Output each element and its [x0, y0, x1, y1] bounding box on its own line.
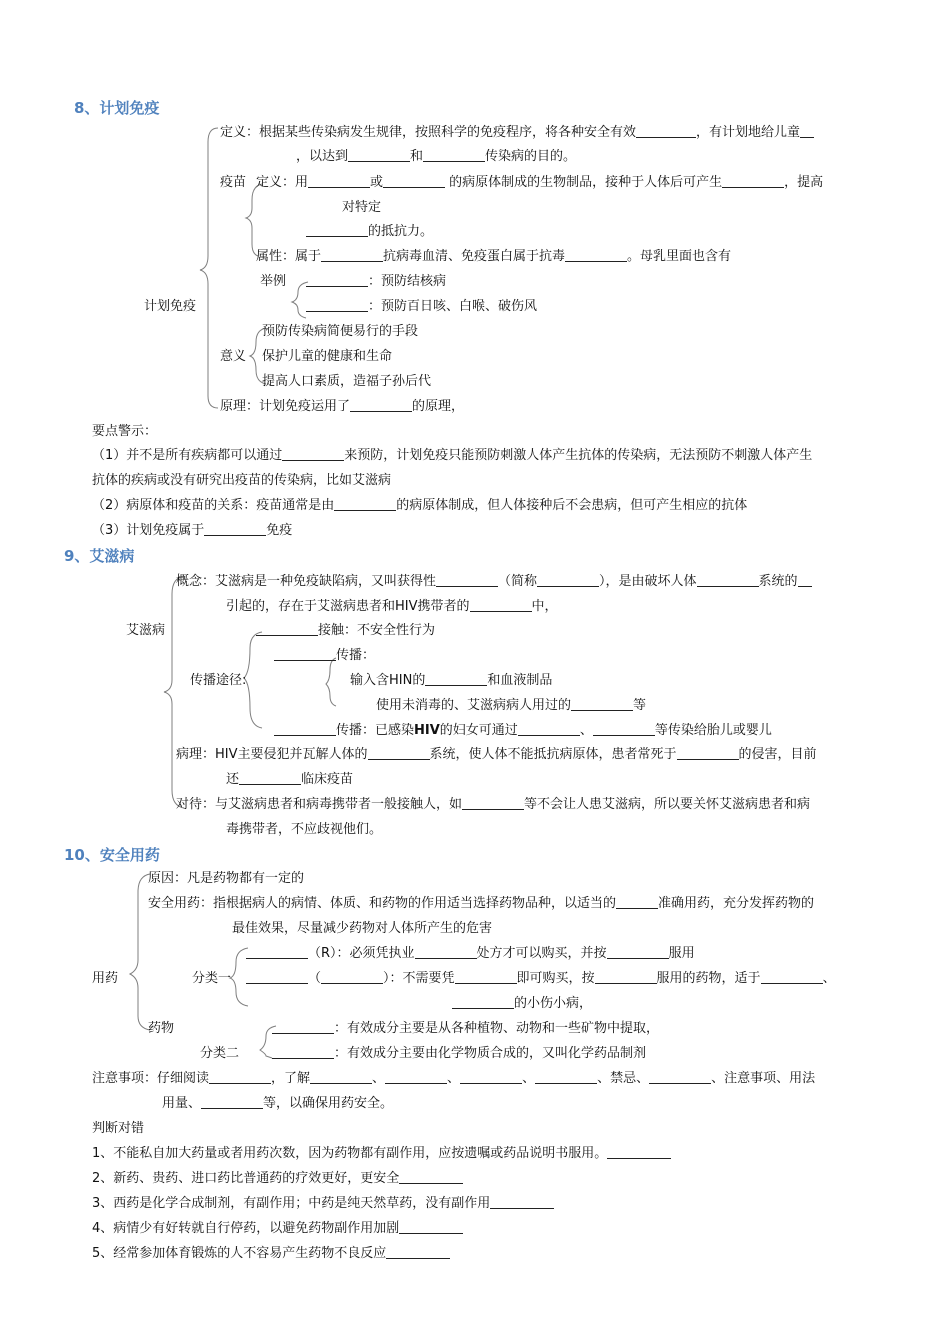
- sec9-route-label: 传播途径:: [190, 673, 247, 688]
- sec9-route-2: 传播：: [274, 647, 375, 665]
- sec9-route-2a: 输入含HIN的 和血液制品: [350, 673, 553, 688]
- sec8-meaning-label: 意义: [220, 349, 247, 364]
- sec10-drug-label: 药物: [148, 1021, 175, 1036]
- sec10-judge-title: 判断对错: [92, 1121, 145, 1136]
- sec9-route-3: 传播：已感染HIV的妇女可通过 、 等传染给胎儿或婴儿: [274, 722, 772, 740]
- section-9-title: 9、艾滋病: [64, 547, 135, 565]
- sec8-definition-line1: 定义：根据某些传染病发生规律，按照科学的免疫程序，将各种安全有效 ，有计划地给儿童: [220, 124, 814, 142]
- sec10-class1-label: 分类一: [192, 971, 232, 986]
- sec9-route-2b: 使用未消毒的、艾滋病病人用过的 等: [376, 698, 647, 713]
- sec8-example-2: ：预防百日咳、白喉、破伤风: [306, 298, 537, 316]
- sec9-route-1: 接触：不安全性行为: [256, 622, 435, 640]
- sec8-meaning-1: 预防传染病简便易行的手段: [262, 324, 419, 339]
- sec9-concept-line1: 概念：艾滋病是一种免疫缺陷病，又叫获得性 （简称 ），是由破坏人体 系统的: [176, 573, 812, 591]
- sec10-safe-line1: 安全用药：指根据病人的病情、体质、和药物的作用适当选择药物品种，以适当的 准确用药，充分发挥药物的: [148, 896, 815, 911]
- sec8-definition-line2: ，以达到 和 传染病的目的。: [296, 149, 577, 164]
- sec8-attribute: 属性：属于 抗病毒血清、免疫蛋白属于抗毒 。母乳里面也含有: [256, 249, 732, 264]
- sec10-attention-line1: 注意事项：仔细阅读 ，了解 、 、 、 、禁忌、 、注意事项、用法: [92, 1071, 816, 1086]
- sec8-notes-title: 要点警示：: [92, 424, 158, 439]
- sec8-vaccine-definition: 定义：用 或 的病原体制成的生物制品，接种于人体后可产生 ，提高: [256, 175, 824, 190]
- sec9-main-label: 艾滋病: [126, 623, 166, 638]
- sec9-pathology-line1: 病理：HIV主要侵犯并瓦解人体的 系统，使人体不能抵抗病原体，患者常死于 的侵害，目前: [176, 747, 817, 762]
- sec10-judge-1: 1、不能私自加大药量或者用药次数，因为药物都有副作用，应按遗嘱或药品说明书服用。: [92, 1145, 671, 1163]
- sec10-attention-line2: 用量、 等，以确保用药安全。: [162, 1096, 394, 1111]
- sec9-pathology-line2: 还 临床疫苗: [226, 772, 354, 787]
- sec8-example-label: 举例: [260, 274, 287, 289]
- section-10-title: 10、安全用药: [64, 846, 160, 864]
- sec10-safe-line2: 最佳效果，尽量减少药物对人体所产生的危害: [232, 921, 493, 936]
- sec8-note-3: （3）计划免疫属于 免疫: [92, 523, 293, 538]
- sec8-vaccine-definition-end: 的抵抗力。: [306, 223, 433, 241]
- sec10-judge-3: 3、西药是化学合成制剂，有副作用；中药是纯天然草药，没有副作用: [92, 1195, 554, 1213]
- sec9-treatment-line1: 对待：与艾滋病患者和病毒携带者一般接触人，如 等不会让人患艾滋病，所以要关怀艾滋病患者和病: [176, 797, 811, 812]
- sec10-class2-a: ：有效成分主要是从各种植物、动物和一些矿物中提取，: [272, 1020, 659, 1038]
- sec10-judge-4: 4、病情少有好转就自行停药，以避免药物副作用加剧: [92, 1220, 463, 1238]
- sec9-treatment-line2: 毒携带者，不应歧视他们。: [226, 822, 383, 837]
- sec8-note-1-cont: 抗体的疾病或没有研究出疫苗的传染病，比如艾滋病: [92, 473, 392, 488]
- sec8-meaning-2: 保护儿童的健康和生命: [262, 349, 393, 364]
- sec10-cause: 原因：凡是药物都有一定的: [148, 871, 305, 886]
- sec10-class2-b: ：有效成分主要由化学物质合成的，又叫化学药品制剂: [272, 1045, 646, 1063]
- sec8-vaccine-label: 疫苗: [220, 175, 247, 190]
- sec10-class1-b-cont: 的小伤小病，: [452, 995, 592, 1013]
- section-8-title: 8、计划免疫: [74, 99, 160, 117]
- sec8-vaccine-definition-cont: 对特定: [342, 200, 382, 215]
- sec8-meaning-3: 提高人口素质，造福子孙后代: [262, 374, 432, 389]
- sec10-main-label: 用药: [92, 971, 119, 986]
- sec10-class1-a: （R）：必须凭执业 处方才可以购买，并按 服用: [246, 945, 695, 963]
- sec8-note-2: （2）病原体和疫苗的关系：疫苗通常是由 的病原体制成，但人体接种后不会患病，但可产生相应的抗体: [92, 498, 748, 513]
- sec10-judge-5: 5、经常参加体育锻炼的人不容易产生药物不良反应: [92, 1245, 450, 1263]
- sec9-concept-line2: 引起的，存在于艾滋病患者和HIV携带者的 中，: [226, 599, 558, 614]
- sec10-class2-label: 分类二: [200, 1046, 240, 1061]
- sec8-main-label: 计划免疫: [144, 299, 197, 314]
- sec10-judge-2: 2、新药、贵药、进口药比普通药的疗效更好，更安全: [92, 1170, 463, 1188]
- sec8-principle: 原理：计划免疫运用了 的原理，: [220, 399, 465, 414]
- sec10-class1-b: （ ）：不需要凭 即可购买，按 服用的药物，适于 、: [246, 970, 836, 988]
- sec8-example-1: ：预防结核病: [306, 273, 446, 291]
- sec8-note-1: （1）并不是所有疾病都可以通过 来预防，计划免疫只能预防刺激人体产生抗体的传染病，无法预防不刺激人体产生: [92, 448, 813, 463]
